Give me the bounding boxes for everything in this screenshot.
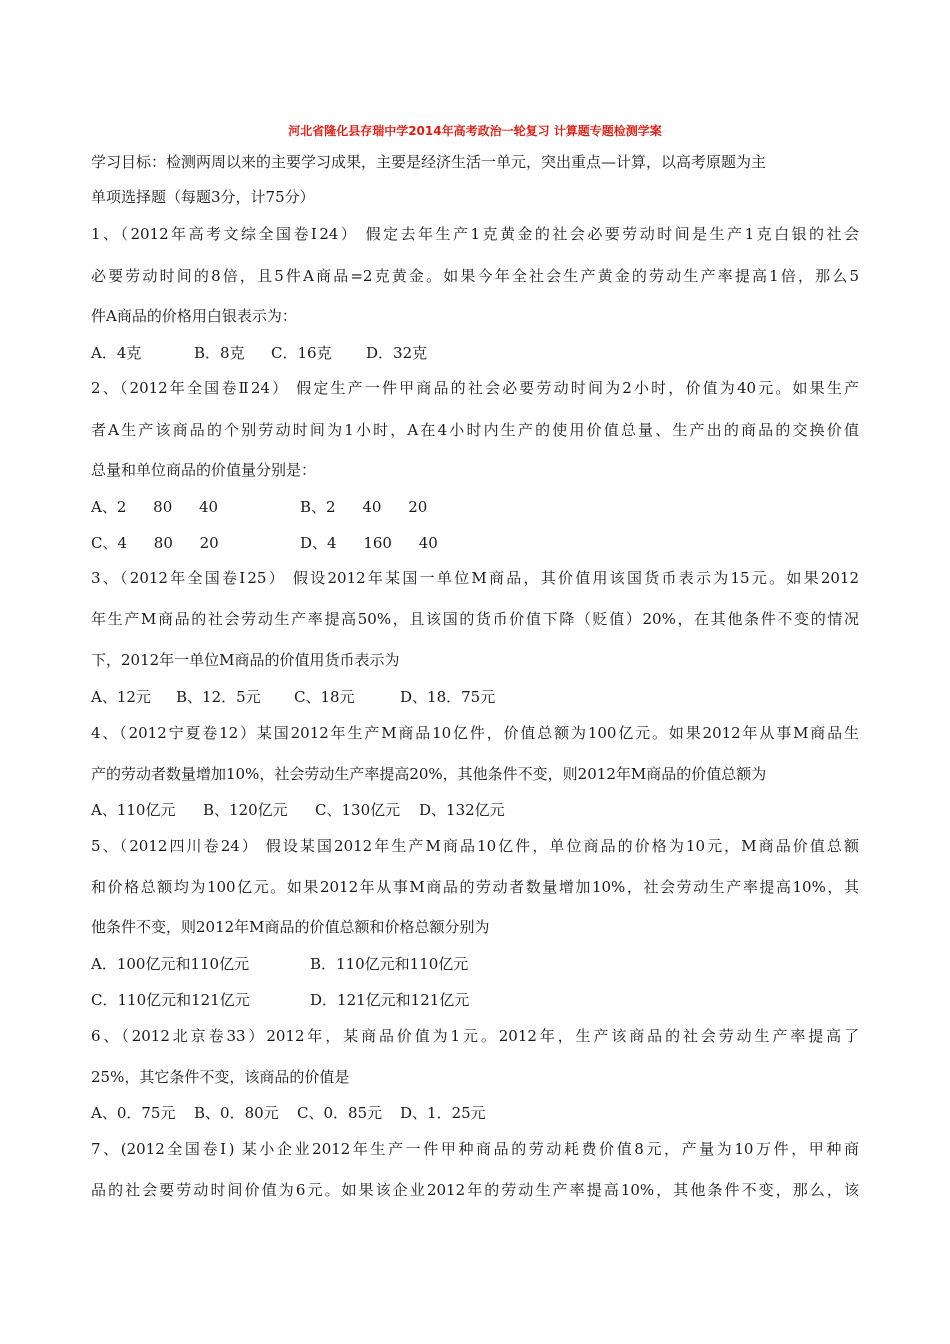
- question-2-option-c: C、4 80 20: [91, 534, 219, 552]
- document-title: 河北省隆化县存瑞中学2014年高考政治一轮复习 计算题专题检测学案: [288, 124, 662, 138]
- question-3-option-d: D、18．75元: [400, 688, 496, 706]
- question-4-option-b: B、120亿元: [203, 801, 288, 819]
- question-1-line-3: 件A商品的价格用白银表示为：: [91, 307, 297, 325]
- question-3-line-2: 年生产M商品的社会劳动生产率提高50%，且该国的货币价值下降（贬值）20%，在其他条件不变的情况: [91, 610, 859, 628]
- question-6-option-d: D、1．25元: [400, 1104, 486, 1122]
- question-7-line-1: 7、(2012全国卷Ⅰ) 某小企业2012年生产一件甲种商品的劳动耗费价值8元，产量为10万件，甲种商: [91, 1140, 859, 1158]
- question-3-option-b: B、12．5元: [176, 688, 261, 706]
- question-3-option-c: C、18元: [294, 688, 355, 706]
- question-2-option-a: A、2 80 40: [91, 498, 219, 516]
- question-6-option-b: B、0．80元: [194, 1104, 279, 1122]
- question-3-line-3: 下，2012年一单位M商品的价值用货币表示为: [91, 651, 400, 669]
- question-5-option-c: C．110亿元和121亿元: [91, 991, 250, 1009]
- question-5-option-d: D．121亿元和121亿元: [310, 991, 470, 1009]
- question-5-line-3: 他条件不变，则2012年M商品的价值总额和价格总额分别为: [91, 918, 490, 936]
- question-2-option-b: B、2 40 20: [300, 498, 428, 516]
- question-1-option-b: B．8克: [194, 344, 245, 362]
- question-1-option-c: C．16克: [271, 344, 332, 362]
- question-1-option-a: A．4克: [91, 344, 142, 362]
- question-5-option-b: B．110亿元和110亿元: [310, 955, 469, 973]
- question-2-option-d: D、4 160 40: [300, 534, 438, 552]
- question-5-option-a: A．100亿元和110亿元: [91, 955, 250, 973]
- question-5-line-1: 5、（2012四川卷24） 假设某国2012年生产M商品10亿件，单位商品的价格为10元，M商品价值总额: [91, 837, 859, 855]
- question-6-option-a: A、0．75元: [91, 1104, 176, 1122]
- question-4-option-a: A、110亿元: [91, 801, 176, 819]
- question-6-line-1: 6、（2012北京卷33）2012年，某商品价值为1元。2012年，生产该商品的社会劳动生产率提高了: [91, 1027, 859, 1045]
- question-7-line-2: 品的社会要劳动时间价值为6元。如果该企业2012年的劳动生产率提高10%，其他条件不变，那么，该: [91, 1181, 859, 1199]
- question-5-line-2: 和价格总额均为100亿元。如果2012年从事M商品的劳动者数量增加10%，社会劳动生产率提高10%，其: [91, 878, 859, 896]
- question-3-option-a: A、12元: [91, 688, 151, 706]
- question-4-option-d: D、132亿元: [419, 801, 505, 819]
- question-1-line-2: 必要劳动时间的8倍，且5件A商品=2克黄金。如果今年全社会生产黄金的劳动生产率提高1倍，那么5: [91, 267, 859, 285]
- question-4-line-2: 产的劳动者数量增加10%，社会劳动生产率提高20%，其他条件不变，则2012年M商品的价值总额为: [91, 765, 767, 783]
- question-1-option-d: D．32克: [366, 344, 428, 362]
- question-6-line-2: 25%，其它条件不变，该商品的价值是: [91, 1068, 350, 1086]
- question-2-line-3: 总量和单位商品的价值量分别是：: [91, 461, 317, 479]
- question-4-option-c: C、130亿元: [315, 801, 401, 819]
- question-1-line-1: 1、（2012年高考文综全国卷Ⅰ24） 假定去年生产1克黄金的社会必要劳动时间是生产1克白银的社会: [91, 225, 859, 243]
- learning-goal: 学习目标：检测两周以来的主要学习成果，主要是经济生活一单元，突出重点—计算，以高考原题为主: [91, 153, 767, 171]
- question-2-line-2: 者A生产该商品的个别劳动时间为1小时，A在4小时内生产的使用价值总量、生产出的商品的交换价值: [91, 421, 859, 439]
- question-3-line-1: 3、（2012年全国卷Ⅰ25） 假设2012年某国一单位M商品，其价值用该国货币表示为15元。如果2012: [91, 569, 859, 587]
- section-heading: 单项选择题（每题3分，计75分）: [91, 188, 315, 206]
- question-6-option-c: C、0．85元: [297, 1104, 383, 1122]
- question-4-line-1: 4、（2012宁夏卷12）某国2012年生产M商品10亿件，价值总额为100亿元。如果2012年从事M商品生: [91, 724, 859, 742]
- question-2-line-1: 2、（2012年全国卷Ⅱ24） 假定生产一件甲商品的社会必要劳动时间为2小时，价值为40元。如果生产: [91, 379, 859, 397]
